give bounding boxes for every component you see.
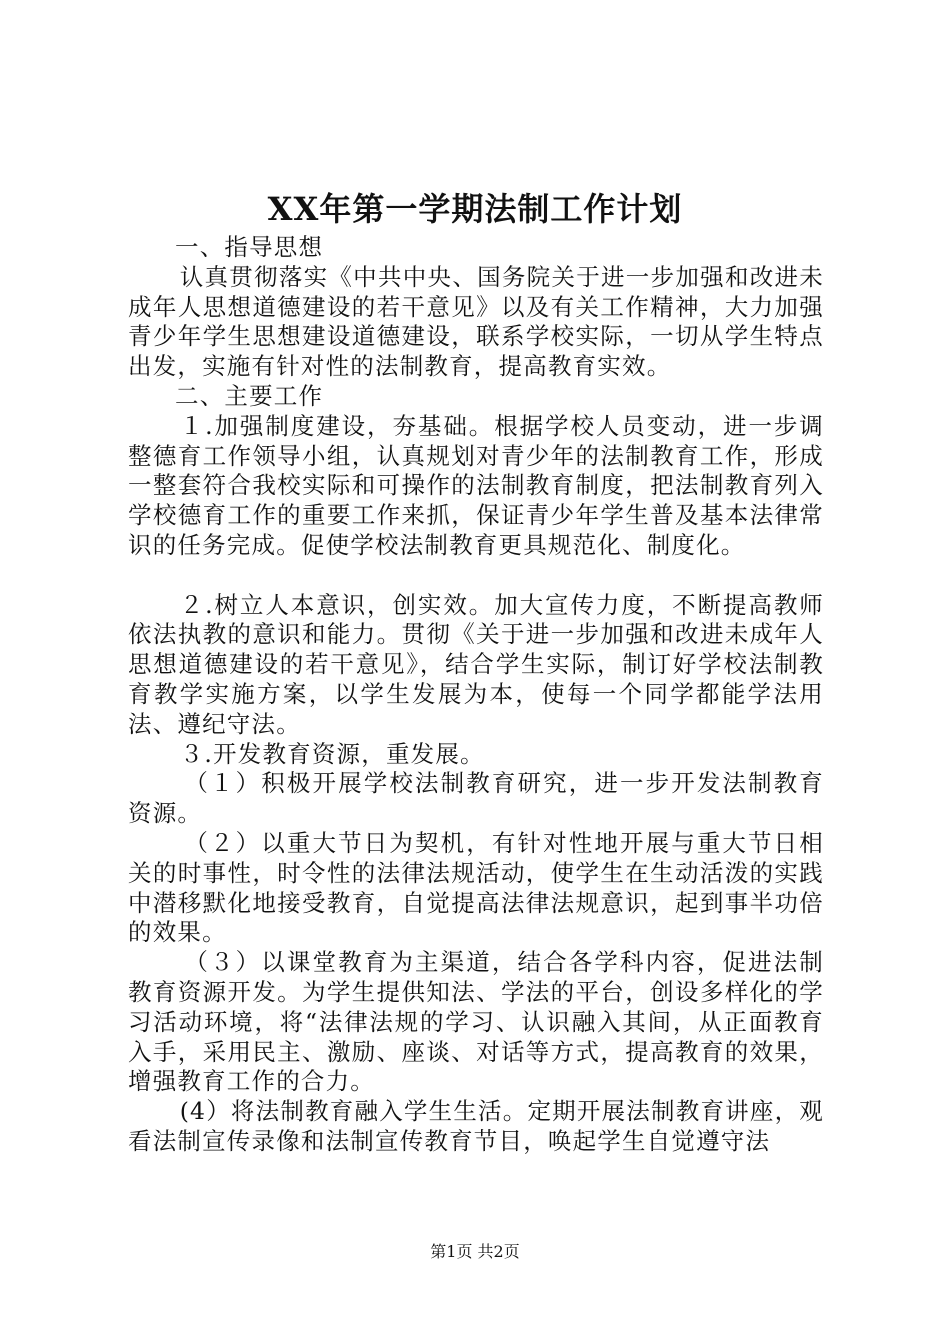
paragraph-item-3-2: （２）以重大节日为契机，有针对性地开展与重大节日相关的时事性，时令性的法律法规活动，使学生在生动活泼的实践中潜移默化地接受教育，自觉提高法律法规意识，起到事半功倍的效果。	[128, 828, 824, 947]
paragraph-item-3-1: （１）积极开展学校法制教育研究，进一步开发法制教育资源。	[128, 769, 824, 828]
document-title: XX年第一学期法制工作计划	[267, 190, 683, 228]
paragraph-gap	[128, 561, 824, 591]
document-body	[128, 233, 824, 1157]
paragraph-item-4: (4）将法制教育融入学生生活。定期开展法制教育讲座，观看法制宣传录像和法制宣传教育节目，唤起学生自觉遵守法	[128, 1097, 824, 1155]
page-footer: 第1页 共2页	[430, 1242, 520, 1261]
paragraph-item-1: １.加强制度建设，夯基础。根据学校人员变动，进一步调整德育工作领导小组，认真规划对青少年的法制教育工作，形成一整套符合我校实际和可操作的法制教育制度，把法制教育列入学校德育工作的重要工作来抓，保证青少年学生普及基本法律常识的任务完成。促使学校法制教育更具规范化、制度化。	[128, 411, 824, 559]
section-heading-guiding-thought: 一、指导思想	[175, 233, 324, 261]
paragraph-item-3: ３.开发教育资源，重发展。	[179, 739, 485, 768]
paragraph-item-2: ２.树立人本意识，创实效。加大宣传力度，不断提高教师依法执教的意识和能力。贯彻《关于进一步加强和改进未成年人思想道德建设的若干意见》，结合学生实际，制订好学校法制教育教学实施方案，以学生发展为本，使每一个同学都能学法用法、遵纪守法。	[128, 590, 824, 738]
paragraph-item-3-3: （３）以课堂教育为主渠道，结合各学科内容，促进法制教育资源开发。为学生提供知法、学法的平台，创设多样化的学习活动环境，将“法律法规的学习、认识融入其间，从正面教育入手，采用民主、激励、座谈、对话等方式，提高教育的效果，增强教育工作的合力。	[128, 948, 824, 1096]
section-heading-main-work: 二、主要工作	[175, 381, 324, 410]
paragraph-guiding-thought: 认真贯彻落实《中共中央、国务院关于进一步加强和改进未成年人思想道德建设的若干意见》以及有关工作精神，大力加强青少年学生思想建设道德建设，联系学校实际，一切从学生特点出发，实施有针对性的法制教育，提高教育实效。	[128, 262, 824, 381]
